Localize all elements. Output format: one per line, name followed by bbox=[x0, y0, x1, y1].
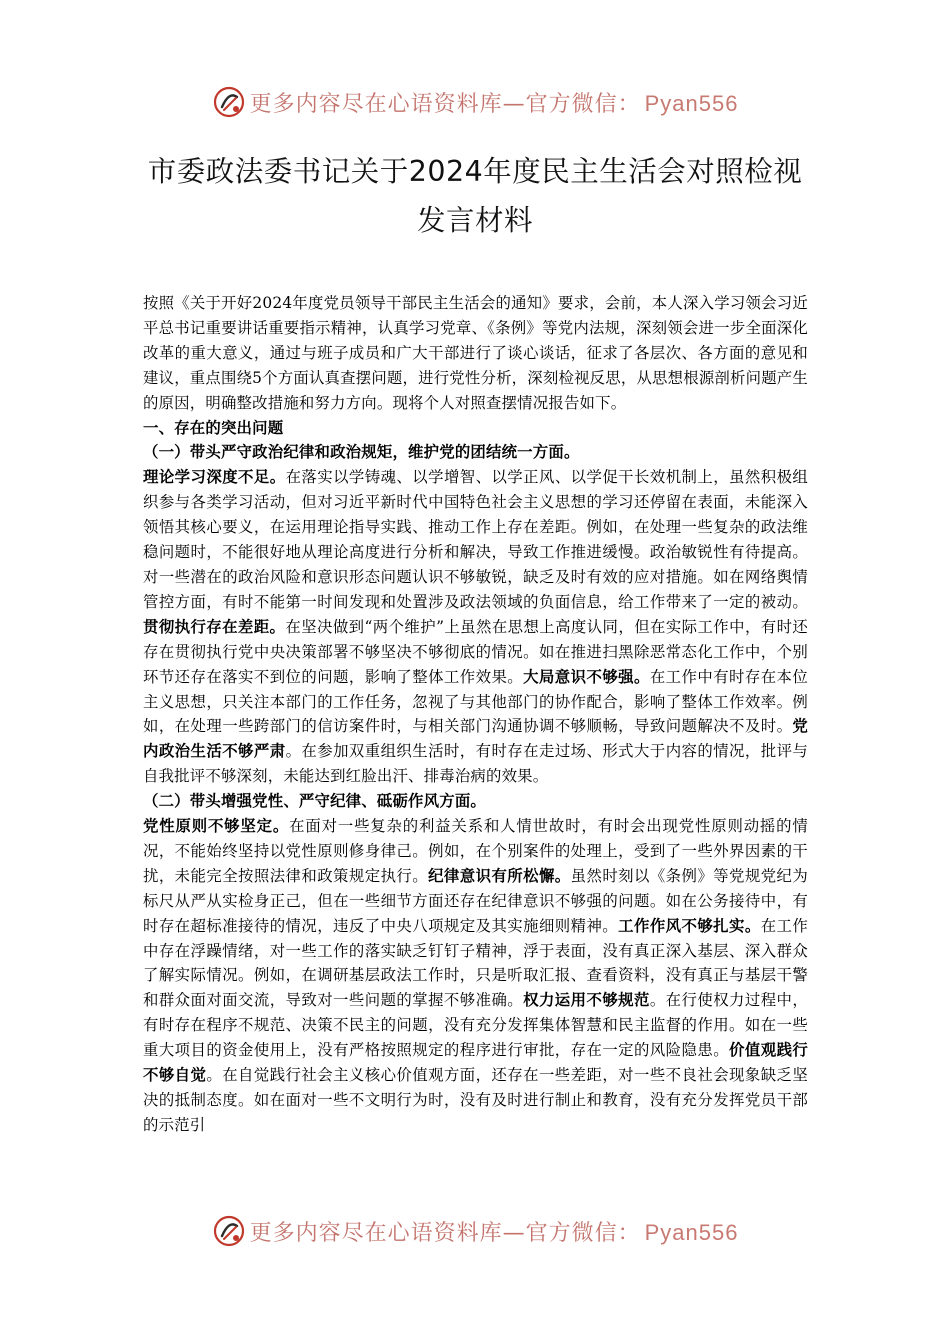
point-text: 在面对一些复杂的利益关系和人情世故时，有时会出现党性原则动摇的情况，不能始终坚持以党性原则修身律己。例如，在个别案件的处理上，受到了一些外界因素的干扰，未能完全按照法律和政策规定执行。 bbox=[143, 817, 808, 885]
point-lead: 大局意识不够强。 bbox=[523, 667, 650, 686]
point-text: 在工作中有时存在本位主义思想，只关注本部门的工作任务，忽视了与其他部门的协作配合，影响了整体工作效率。例如，在处理一些跨部门的信访案件时，与相关部门沟通协调不够顺畅，导致问题解决不及时。 bbox=[143, 667, 808, 736]
section-heading-1: 一、存在的突出问题 bbox=[143, 418, 284, 437]
intro-paragraph: 按照《关于开好2024年度党员领导干部民主生活会的通知》要求，会前，本人深入学习领会习近平总书记重要讲话重要指示精神，认真学习党章、《条例》等党内法规，深刻领会进一步全面深化改革的重大意义，通过与班子成员和广大干部进行了谈心谈话，征求了各层次、各方面的意见和建议，重点围绕5个方面认真查摆问题，进行党性分析，深刻检视反思，从思想根源剖析问题产生的原因，明确整改措施和努力方向。现将个人对照查摆情况报告如下。 bbox=[143, 294, 808, 412]
watermark-banner-top bbox=[0, 80, 950, 124]
subsection-heading-2: （二）带头增强党性、严守纪律、砥砺作风方面。 bbox=[143, 792, 486, 811]
point-text: 在落实以学铸魂、以学增智、以学正风、以学促干长效机制上，虽然积极组织参与各类学习活动，但对习近平新时代中国特色社会主义思想的学习还停留在表面，未能深入领悟其核心要义，在运用理论指导实践、推动工作上存在差距。例如，在处理一些复杂的政法维稳问题时，不能很好地从理论高度进行分析和解决，导致工作推进缓慢。政治敏锐性有待提高。对一些潜在的政治风险和意识形态问题认识不够敏锐，缺乏及时有效的应对措施。如在网络舆情管控方面，有时不能第一时间发现和处置涉及政法领域的负面信息，给工作带来了一定的被动。 bbox=[143, 468, 808, 611]
watermark-banner-bottom bbox=[0, 1209, 950, 1253]
point-text: 虽然时刻以《条例》等党规党纪为标尺从严从实检身正己，但在一些细节方面还存在纪律意识不够强的问题。如在公务接待中，有时存在超标准接待的情况，违反了中央八项规定及其实施细则精神。 bbox=[143, 866, 808, 935]
point-text: 。在参加双重组织生活时，有时存在走过场、形式大于内容的情况，批评与自我批评不够深刻，未能达到红脸出汗、排毒治病的效果。 bbox=[143, 742, 808, 786]
page-title bbox=[100, 147, 850, 245]
subsection-1-content bbox=[143, 465, 808, 789]
stamp-logo-icon bbox=[212, 1214, 246, 1248]
point-lead: 权力运用不够规范 bbox=[523, 991, 650, 1010]
watermark-text: 更多内容尽在心语资料库—官方微信： Pyan556 bbox=[249, 1219, 739, 1246]
watermark-text: 更多内容尽在心语资料库—官方微信： Pyan556 bbox=[249, 90, 739, 117]
point-text: 在工作中存在浮躁情绪，对一些工作的落实缺乏钉钉子精神，浮于表面，没有真正深入基层、深入群众了解实际情况。例如，在调研基层政法工作时，只是听取汇报、查看资料，没有真正与基层干警和群众面对面交流，导致对一些问题的掌握不够准确。 bbox=[143, 916, 808, 1010]
document-body bbox=[143, 291, 808, 1138]
subsection-heading-1: （一）带头严守政治纪律和政治规矩，维护党的团结统一方面。 bbox=[143, 443, 580, 462]
point-text: 在坚决做到“两个维护”上虽然在思想上高度认同，但在实际工作中，有时还存在贯彻执行党中央决策部署不够坚决不够彻底的情况。如在推进扫黑除恶常态化工作中，个别环节还存在落实不到位的问题，影响了整体工作效果。 bbox=[143, 617, 808, 686]
wechat-id: Pyan556 bbox=[644, 90, 739, 116]
wechat-id: Pyan556 bbox=[644, 1219, 739, 1245]
stamp-logo-icon bbox=[212, 85, 246, 119]
point-lead: 党内政治生活不够严肃 bbox=[143, 717, 808, 761]
point-lead: 理论学习深度不足。 bbox=[143, 468, 286, 487]
point-text: 。在行使权力过程中，有时存在程序不规范、决策不民主的问题，没有充分发挥集体智慧和民主监督的作用。如在一些重大项目的资金使用上，没有严格按照规定的程序进行审批，存在一定的风险隐患。 bbox=[143, 991, 808, 1060]
point-lead: 党性原则不够坚定。 bbox=[143, 817, 290, 836]
subsection-2-content bbox=[143, 814, 808, 1138]
title-line-2: 发言材料 bbox=[416, 204, 533, 237]
point-lead: 贯彻执行存在差距。 bbox=[143, 617, 286, 636]
point-lead: 纪律意识有所松懈。 bbox=[428, 866, 571, 885]
point-lead: 工作作风不够扎实。 bbox=[618, 916, 761, 935]
point-lead: 价值观践行不够自觉 bbox=[143, 1041, 808, 1085]
point-text: 。在自觉践行社会主义核心价值观方面，还存在一些差距，对一些不良社会现象缺乏坚决的抵制态度。如在面对一些不文明行为时，没有及时进行制止和教育，没有充分发挥党员干部的示范引 bbox=[143, 1066, 808, 1134]
title-line-1: 市委政法委书记关于2024年度民主生活会对照检视 bbox=[147, 155, 803, 188]
